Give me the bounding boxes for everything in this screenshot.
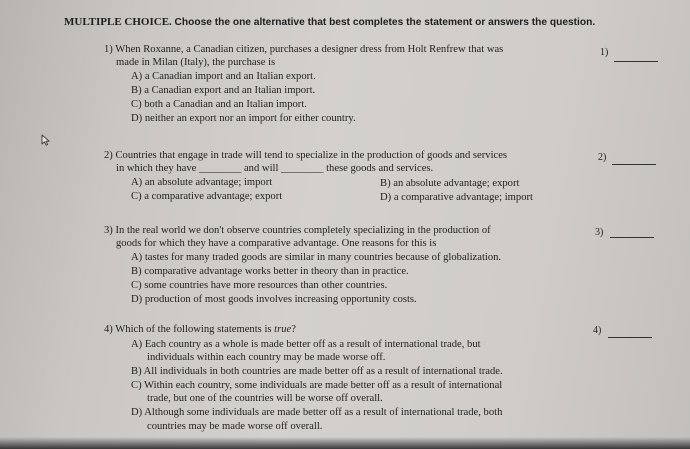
- q2-option-d[interactable]: D) a comparative advantage; import: [380, 192, 533, 203]
- q2-stem-line-1: 2) Countries that engage in trade will tend to specialize in the production of goods and services: [104, 150, 508, 161]
- q3-option-d[interactable]: D) production of most goods involves increasing opportunity costs.: [131, 294, 417, 305]
- q3-answer-number: 3): [595, 227, 604, 238]
- q1-stem-line-2: made in Milan (Italy), the purchase is: [116, 57, 276, 68]
- q1-answer-blank[interactable]: [614, 61, 658, 62]
- q4-option-b[interactable]: B) All individuals in both countries are made better off as a result of international trade.: [131, 366, 503, 377]
- q4-option-c-cont: trade, but one of the countries will be worse off overall.: [147, 393, 383, 404]
- q2-option-a[interactable]: A) an absolute advantage; import: [131, 177, 273, 188]
- q3-stem-line-1: 3) In the real world we don't observe countries completely specializing in the production of: [104, 225, 491, 236]
- q4-option-a[interactable]: A) Each country as a whole is made better off as a result of international trade, but: [131, 339, 481, 350]
- q4-option-d[interactable]: D) Although some individuals are made better off as a result of international trade, both: [131, 407, 503, 418]
- q3-stem-line-2: goods for which they have a comparative advantage. One reasons for this is: [116, 238, 437, 249]
- q2-stem-line-2: in which they have ________ and will ________ these goods and services.: [116, 163, 434, 174]
- q1-option-a[interactable]: A) a Canadian import and an Italian export.: [131, 71, 316, 82]
- q3-option-b[interactable]: B) comparative advantage works better in theory than in practice.: [131, 266, 409, 277]
- q4-answer-blank[interactable]: [608, 337, 652, 338]
- q4-option-c[interactable]: C) Within each country, some individuals are made better off as a result of international: [131, 380, 503, 391]
- q2-answer-number: 2): [598, 152, 607, 163]
- mouse-pointer-icon: [41, 134, 51, 146]
- q2-option-b[interactable]: B) an absolute advantage; export: [380, 178, 520, 189]
- q2-option-c[interactable]: C) a comparative advantage; export: [131, 191, 283, 202]
- q1-option-d[interactable]: D) neither an export nor an import for either country.: [131, 113, 356, 124]
- q4-stem-suffix: ?: [291, 324, 296, 335]
- q2-answer-blank[interactable]: [612, 164, 656, 165]
- q1-option-c[interactable]: C) both a Canadian and an Italian import.: [131, 99, 307, 110]
- q4-stem-prefix: 4) Which of the following statements is: [104, 324, 275, 335]
- q3-option-c[interactable]: C) some countries have more resources than other countries.: [131, 280, 388, 291]
- q4-option-a-cont: individuals within each country may be made worse off.: [147, 352, 386, 363]
- q4-stem: [104, 324, 296, 336]
- q4-answer-number: 4): [593, 325, 602, 336]
- section-label: MULTIPLE CHOICE.: [64, 16, 172, 28]
- q1-answer-number: 1): [600, 47, 609, 58]
- q3-answer-blank[interactable]: [610, 237, 654, 238]
- instruction-text: Choose the one alternative that best completes the statement or answers the question.: [174, 17, 596, 28]
- bottom-shadow: [0, 437, 690, 449]
- q1-option-b[interactable]: B) a Canadian export and an Italian import.: [131, 85, 316, 96]
- q3-option-a[interactable]: A) tastes for many traded goods are similar in many countries because of globalization.: [131, 252, 502, 263]
- q1-stem-line-1: 1) When Roxanne, a Canadian citizen, purchases a designer dress from Holt Renfrew that was: [104, 44, 504, 55]
- q4-option-d-cont: countries may be made worse off overall.: [147, 421, 323, 432]
- instructions-header: [64, 16, 595, 29]
- q4-stem-emphasis: true: [274, 324, 292, 335]
